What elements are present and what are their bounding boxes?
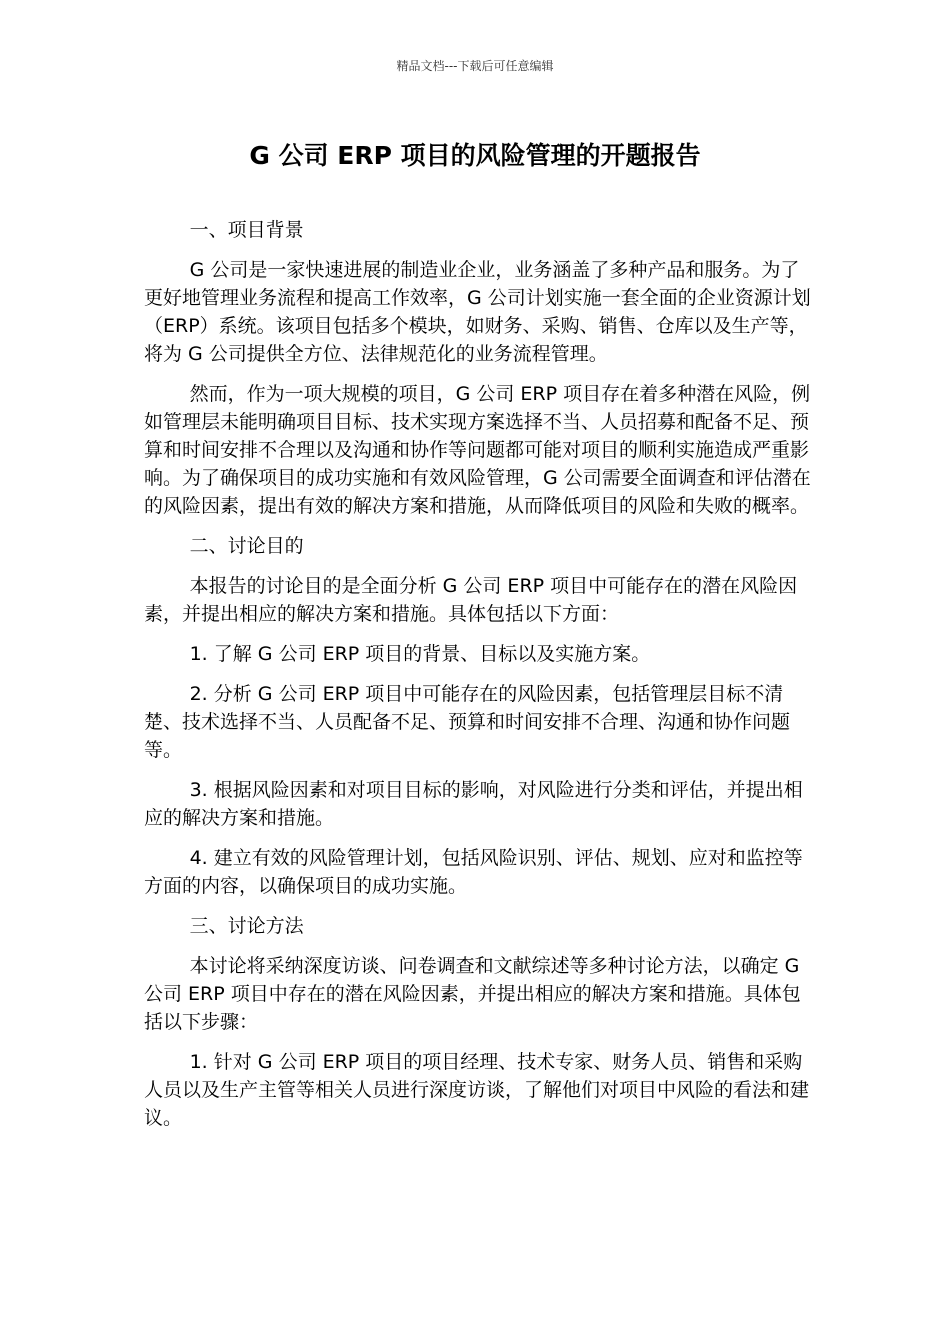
- paragraph-purpose-intro: 本报告的讨论目的是全面分析 G 公司 ERP 项目中可能存在的潜在风险因素，并提出相应的解决方案和措施。具体包括以下方面：: [144, 575, 798, 625]
- list-item-purpose-4: 4. 建立有效的风险管理计划，包括风险识别、评估、规划、应对和监控等方面的内容，以确保项目的成功实施。: [144, 847, 803, 897]
- section-heading-method: 三、讨论方法: [189, 915, 304, 937]
- paragraph-risk-overview: 然而，作为一项大规模的项目，G 公司 ERP 项目存在着多种潜在风险，例如管理层未能明确项目目标、技术实现方案选择不当、人员招募和配备不足、预算和时间安排不合理以及沟通和协作等问题都可能对项目的顺利实施造成严重影响。为了确保项目的成功实施和有效风险管理，G 公司需要全面调查和评估潜在的风险因素，提出有效的解决方案和措施，从而降低项目的风险和失败的概率。: [144, 383, 811, 517]
- section-heading-background: 一、项目背景: [189, 219, 304, 241]
- document-title: G 公司 ERP 项目的风险管理的开题报告: [249, 141, 701, 170]
- list-item-purpose-2: 2. 分析 G 公司 ERP 项目中可能存在的风险因素，包括管理层目标不清楚、技术选择不当、人员配备不足、预算和时间安排不合理、沟通和协作问题等。: [144, 683, 791, 761]
- section-heading-purpose: 二、讨论目的: [189, 535, 304, 557]
- paragraph-company-intro: G 公司是一家快速进展的制造业企业，业务涵盖了多种产品和服务。为了更好地管理业务流程和提高工作效率，G 公司计划实施一套全面的企业资源计划（ERP）系统。该项目包括多个模块，如财务、采购、销售、仓库以及生产等，将为 G 公司提供全方位、法律规范化的业务流程管理。: [144, 259, 811, 365]
- paragraph-method-intro: 本讨论将采纳深度访谈、问卷调查和文献综述等多种讨论方法，以确定 G 公司 ERP 项目中存在的潜在风险因素，并提出相应的解决方案和措施。具体包括以下步骤：: [144, 955, 801, 1033]
- list-item-purpose-3: 3. 根据风险因素和对项目目标的影响，对风险进行分类和评估，并提出相应的解决方案和措施。: [144, 779, 803, 829]
- list-item-purpose-1: 1. 了解 G 公司 ERP 项目的背景、目标以及实施方案。: [189, 643, 651, 665]
- page-header-note: 精品文档---下载后可任意编辑: [396, 59, 554, 73]
- list-item-method-1: 1. 针对 G 公司 ERP 项目的项目经理、技术专家、财务人员、销售和采购人员以及生产主管等相关人员进行深度访谈，了解他们对项目中风险的看法和建议。: [144, 1051, 810, 1129]
- document-body: [144, 216, 814, 1144]
